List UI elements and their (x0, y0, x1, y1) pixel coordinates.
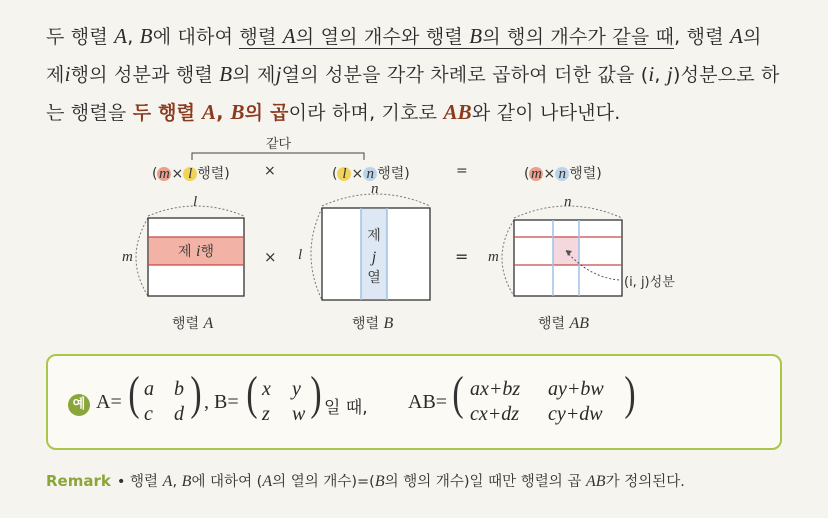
text: 두 행렬 (46, 26, 115, 48)
text: 행렬 (569, 166, 597, 182)
text: 행렬 (172, 316, 204, 332)
math-var: B (181, 473, 192, 490)
brace-side-ab (502, 220, 514, 296)
text: , (172, 474, 182, 490)
text: , (654, 64, 667, 86)
side-dim-a: m (122, 249, 133, 265)
matrix-b-eq: B= (214, 391, 239, 413)
text: ) (404, 166, 410, 182)
dim-label-b (332, 163, 410, 183)
m-dot: m (159, 166, 170, 182)
right-paren: ) (624, 367, 636, 420)
l-dot: l (183, 167, 197, 181)
column-j-label (361, 226, 387, 289)
text: ) (224, 166, 230, 182)
matrix-cell: cy+dw (548, 403, 603, 425)
equals-sign: = (455, 247, 469, 266)
text: × (543, 166, 556, 182)
text: ( (524, 166, 530, 182)
math-var-emphasis: AB (443, 100, 472, 124)
math-var: A (282, 24, 296, 48)
brace-side-b (311, 208, 322, 300)
text: 의 행의 개수가 같을 때 (482, 26, 675, 48)
text: 열의 성분을 각각 차례로 곱하여 더한 값을 ( (281, 64, 649, 86)
math-var: A (203, 315, 214, 332)
text: 행렬 (352, 316, 384, 332)
text: , (216, 102, 231, 124)
n-dot: n (363, 167, 377, 181)
matrix-cell: cx+dz (470, 403, 520, 425)
text: 열 (367, 270, 381, 286)
matrix-cell: x (262, 378, 271, 400)
text: 행렬 (538, 316, 570, 332)
math-var: B (374, 473, 385, 490)
text: 의 열의 개수)=( (272, 474, 375, 490)
math-var: AB (569, 315, 590, 332)
top-dim-a: l (193, 194, 198, 210)
math-var: i (196, 243, 201, 260)
times-sign: × (264, 248, 277, 266)
top-dim-b: n (371, 181, 379, 197)
text: ( (152, 166, 158, 182)
matrix-b-name (352, 313, 393, 333)
comma: , (204, 391, 209, 413)
remark-line (46, 470, 806, 491)
matrix-ab-name (538, 313, 589, 333)
left-paren: ( (452, 367, 464, 420)
remark-tag: Remark (46, 472, 111, 490)
top-dim-ab: n (564, 194, 572, 210)
text: 이라 하며, 기호로 (288, 102, 444, 124)
text: 행렬 (239, 26, 283, 48)
math-var: B (139, 24, 153, 48)
matrix-cell: w (292, 403, 306, 425)
side-dim-ab: m (488, 249, 499, 265)
brace-side-a (136, 218, 148, 296)
math-var: j (371, 249, 377, 266)
matrix-a-eq: A= (96, 391, 122, 413)
text: 행렬 (197, 166, 225, 182)
math-var: B (230, 100, 245, 124)
math-var: B (219, 62, 233, 86)
same-bracket (192, 153, 364, 160)
side-dim-b: l (298, 247, 303, 263)
math-var: i (64, 62, 71, 86)
math-var: j (666, 62, 673, 86)
text: 두 행렬 (132, 102, 202, 124)
text: ) (596, 166, 602, 182)
dim-label-ab (524, 163, 602, 183)
text: )성분으로 하는 행렬을 (46, 64, 780, 124)
l-dot: l (337, 167, 351, 181)
matrix-a-name (172, 313, 213, 333)
text: 행 (200, 244, 214, 260)
text: 에 대하여 ( (191, 474, 263, 490)
math-var: A (262, 473, 273, 490)
text: • 행렬 (116, 474, 163, 490)
text: 행렬 (377, 166, 405, 182)
right-paren: ) (190, 367, 202, 420)
dim-label-a (152, 163, 230, 183)
text: 의 제 (46, 26, 762, 86)
when-text: 일 때, (324, 398, 368, 418)
math-var: AB (586, 473, 606, 490)
text: 가 정의된다. (605, 474, 685, 490)
text: × (351, 166, 364, 182)
equals-sign-top: = (456, 163, 468, 179)
matrix-cell: ax+bz (470, 378, 521, 400)
right-paren: ) (310, 367, 322, 420)
math-var: j (275, 62, 282, 86)
matrix-ab-eq: AB= (408, 391, 448, 413)
math-var: A (202, 100, 217, 124)
matrix-cell: d (174, 403, 184, 425)
n-dot: n (555, 167, 569, 181)
text: × (171, 166, 184, 182)
text: 제 (367, 228, 381, 244)
matrix-cell: y (292, 378, 301, 400)
matrix-cell: c (144, 403, 153, 425)
example-badge: 예 (68, 394, 90, 416)
text: ( (332, 166, 338, 182)
left-paren: ( (246, 367, 258, 420)
same-label: 같다 (266, 137, 292, 152)
text: 제 (178, 244, 196, 260)
cell-ij-callout: (i, j)성분 (624, 275, 675, 290)
left-paren: ( (128, 367, 140, 420)
text: 의 열의 개수와 행렬 (295, 26, 470, 48)
matrix-cell: z (262, 403, 270, 425)
matrix-cell: a (144, 378, 154, 400)
m-dot: m (531, 166, 542, 182)
row-i-label (148, 241, 244, 261)
text: , (127, 26, 140, 48)
text: 의 행의 개수)일 때만 행렬의 곱 (384, 474, 587, 490)
example-box (46, 354, 782, 450)
math-var: i (648, 62, 655, 86)
text: 와 같이 나타낸다. (471, 102, 621, 124)
matrix-cell: ay+bw (548, 378, 604, 400)
text: 의 제 (232, 64, 276, 86)
matrix-cell: b (174, 378, 184, 400)
math-var: A (162, 473, 173, 490)
math-var: A (730, 24, 744, 48)
math-var: B (469, 24, 483, 48)
math-var: B (383, 315, 394, 332)
text: 행의 성분과 행렬 (70, 64, 220, 86)
times-sign-top: × (264, 163, 276, 179)
text: , 행렬 (674, 26, 730, 48)
math-var: A (114, 24, 128, 48)
text: 의 곱 (244, 102, 289, 124)
text: 에 대하여 (152, 26, 240, 48)
